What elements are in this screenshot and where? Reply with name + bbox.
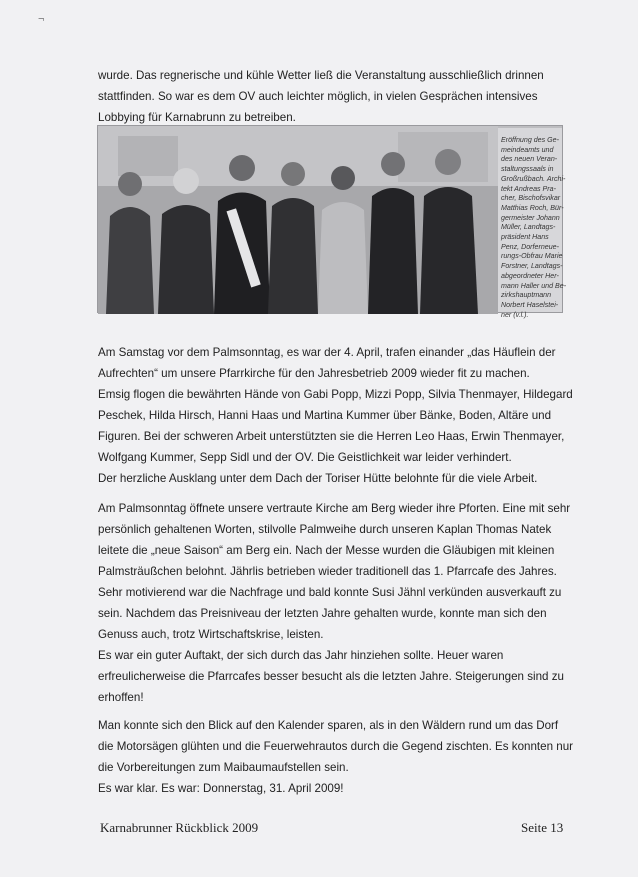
caption-line: Penz, Dorferneue- [501,242,559,251]
caption-line: Eröffnung des Ge- [501,136,559,144]
group-photo [97,125,567,319]
text-line: Sehr motivierend war die Nachfrage und bald konnte Susi Jähnl verkünden ausverkauft zu [98,586,562,599]
text-line: Es war ein guter Auftakt, der sich durch das Jahr hinziehen sollte. Heuer waren [98,649,504,662]
page-number: Seite 13 [521,820,564,835]
text-line: Man konnte sich den Blick auf den Kalender sparen, als in den Wäldern rund um das Dorf [98,719,559,732]
caption-line: zirkshauptmann [501,291,552,300]
text-line: Figuren. Bei der schweren Arbeit unterstützten sie die Herren Leo Haas, Erwin Thenmayer, [98,430,565,443]
caption-line: cher, Bischofsvikar [501,194,561,203]
text-line: Am Palmsonntag öffnete unsere vertraute Kirche am Berg wieder ihre Pforten. Eine mit sehr [98,502,571,515]
text-line: erfreulicherweise die Pfarrcafes besser besucht als die letzten Jahre. Steigerungen sind zu [98,670,564,683]
text-line: Wolfgang Kummer, Sepp Sidl und der OV. Die Geistlichkeit war leider verhindert. [98,451,512,464]
text-line: Es war klar. Es war: Donnerstag, 31. April 2009! [98,782,344,795]
caption-line: tekt Andreas Pra- [501,184,556,193]
caption-line: rungs-Obfrau Marie [501,252,563,261]
text-line: Genuss auch, trotz Wirtschaftskrise, leisten. [98,628,324,641]
text-line: stattfinden. So war es dem OV auch leichter möglich, in vielen Gesprächen intensives [98,90,538,103]
text-line: die Motorsägen glühten und die Feuerwehrautos durch die Gegend zischten. Es konnten nur [98,740,574,753]
caption-line: mann Haller und Be- [501,281,567,290]
text-line: Der herzliche Ausklang unter dem Dach der Toriser Hütte belohnte für die viele Arbeit. [98,472,538,485]
text-line: Lobbying für Karnabrunn zu betreiben. [98,111,296,124]
caption-line: Müller, Landtags- [501,223,556,232]
text-line: wurde. Das regnerische und kühle Wetter ließ die Veranstaltung ausschließlich drinnen [98,69,544,82]
caption-line: Matthias Roch, Bür- [501,203,564,212]
caption-line: Norbert Haselstei- [501,300,559,309]
text-line: sein. Nachdem das Preisniveau der letzten Jahre gehalten wurde, konnte man sich den [98,607,547,620]
corner-mark: ¬ [38,13,45,25]
group-photo-image [98,126,567,314]
text-line: leitete die „neue Saison“ am Berg ein. Nach der Messe wurden die Gläubigen mit kleinen [98,544,555,557]
caption-line: Forstner, Landtags- [501,262,563,271]
intro-paragraph [98,65,568,128]
text-line: Aufrechten“ um unsere Pfarrkirche für den Jahresbetrieb 2009 wieder fit zu machen. [98,367,530,380]
footer-title: Karnabrunner Rückblick 2009 [100,820,259,835]
text-line: Peschek, Hilda Hirsch, Hanni Haas und Martina Kummer über Bänke, Boden, Altäre und [98,409,552,422]
paragraph-palm-sunday [98,498,571,708]
caption-line: staltungssaals in [501,165,554,174]
photo-caption [498,128,567,319]
text-line: erhoffen! [98,691,144,704]
paragraph-maibaum [98,715,574,799]
caption-line: meindeamts und [501,145,554,154]
caption-line: präsident Hans [501,233,549,242]
caption-line: des neuen Veran- [501,155,558,164]
text-line: persönlich gehaltenen Worten, stilvolle Palmweihe durch unseren Kaplan Thomas Natek [98,523,552,536]
text-line: Am Samstag vor dem Palmsonntag, es war der 4. April, trafen einander „das Häuflein der [98,346,556,359]
text-line: die Vorbereitungen zum Maibaumaufstellen sein. [98,761,349,774]
caption-line: germeister Johann [501,213,560,222]
text-line: Emsig flogen die bewährten Hände von Gabi Popp, Mizzi Popp, Silvia Thenmayer, Hildegard [98,388,573,401]
text-line: Palmsträußchen belohnt. Jährlis betrieben wieder traditionell das 1. Pfarrcafe des Jahres. [98,565,557,578]
caption-line: ner (v.l.). [501,310,529,319]
caption-line: Großrußbach. Archi- [501,174,566,183]
caption-line: abgeordneter Her- [501,271,559,280]
paragraph-church-cleaning [98,342,573,489]
